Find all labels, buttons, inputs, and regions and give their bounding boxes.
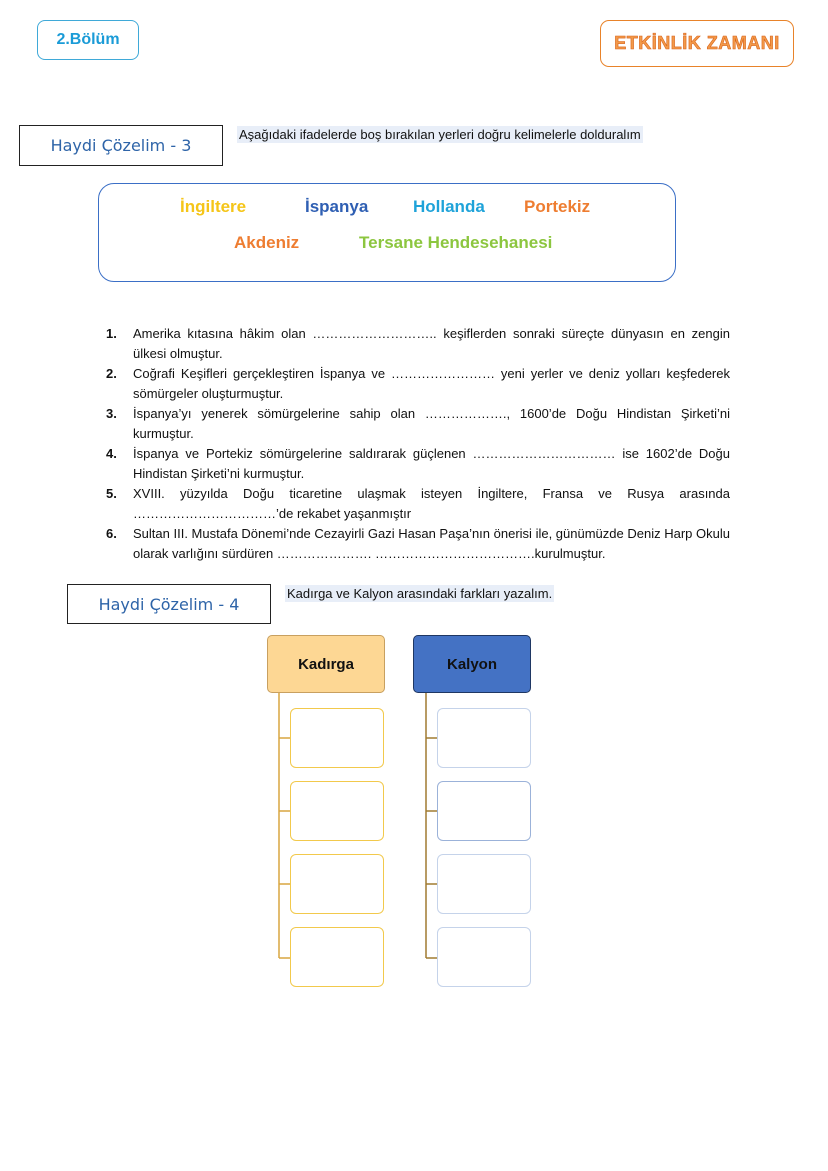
word-bank-item: Tersane Hendesehanesi xyxy=(359,233,553,252)
question-number: 5. xyxy=(106,486,117,501)
word-bank-item: İspanya xyxy=(305,197,369,216)
kadirga-answer-box[interactable] xyxy=(290,708,384,768)
section-label: 2.Bölüm xyxy=(56,31,120,48)
question-text: İspanya’yı yenerek sömürgelerine sahip olan ………………., 1600’de Doğu Hindistan Şirketi’ni kurmuştur. xyxy=(133,406,730,441)
word-bank-item: Portekiz xyxy=(524,197,591,216)
kadirga-answer-box[interactable] xyxy=(290,781,384,841)
activity-time-label: ETKİNLİK ZAMANI xyxy=(614,33,780,53)
kalyon-heading-box xyxy=(413,635,531,693)
activity-4-instruction: Kadırga ve Kalyon arasındaki farkları yazalım. xyxy=(287,586,553,601)
question-number: 2. xyxy=(106,366,117,381)
kadirga-heading-box xyxy=(267,635,385,693)
word-bank-item: Akdeniz xyxy=(234,233,300,252)
activity-3-title: Haydi Çözelim - 3 xyxy=(50,136,192,155)
kalyon-answer-box[interactable] xyxy=(437,927,531,987)
question-number: 4. xyxy=(106,446,117,461)
question-text: XVIII. yüzyılda Doğu ticaretine ulaşmak isteyen İngiltere, Fransa ve Rusya arasında ……………………………’de rekabet yaşanmıştır xyxy=(133,486,730,521)
kalyon-answer-box[interactable] xyxy=(437,781,531,841)
kadirga-answer-box[interactable] xyxy=(290,927,384,987)
question-number: 6. xyxy=(106,526,117,541)
question-text: İspanya ve Portekiz sömürgelerine saldırarak güçlenen …………………………… ise 1602’de Doğu Hindistan Şirketi’ni kurmuştur. xyxy=(133,446,730,481)
question-text: Amerika kıtasına hâkim olan ……………………….. keşiflerden sonraki süreçte dünyasın en zengin ülkesi olmuştur. xyxy=(133,326,730,361)
activity-4-title: Haydi Çözelim - 4 xyxy=(98,594,240,614)
word-bank-item: İngiltere xyxy=(180,197,247,216)
kadirga-heading: Kadırga xyxy=(298,655,354,673)
activity-3-instruction: Aşağıdaki ifadelerde boş bırakılan yerleri doğru kelimelerle dolduralım xyxy=(239,127,641,142)
question-number: 1. xyxy=(106,326,117,341)
kalyon-answer-box[interactable] xyxy=(437,708,531,768)
question-number: 3. xyxy=(106,406,117,421)
question-text: Sultan III. Mustafa Dönemi’nde Cezayirli Gazi Hasan Paşa’nın önerisi ile, günümüzde Deniz Harp Okulu olarak varlığını sürdüren …………………. ……………………………….kurulmuştur. xyxy=(133,526,730,561)
kadirga-answer-box[interactable] xyxy=(290,854,384,914)
word-bank-item: Hollanda xyxy=(413,197,485,216)
kalyon-answer-box[interactable] xyxy=(437,854,531,914)
question-text: Coğrafi Keşifleri gerçekleştiren İspanya ve …………………… yeni yerler ve deniz yolları keşfederek sömürgeler oluşturmuştur. xyxy=(133,366,730,401)
kalyon-heading: Kalyon xyxy=(446,655,497,673)
